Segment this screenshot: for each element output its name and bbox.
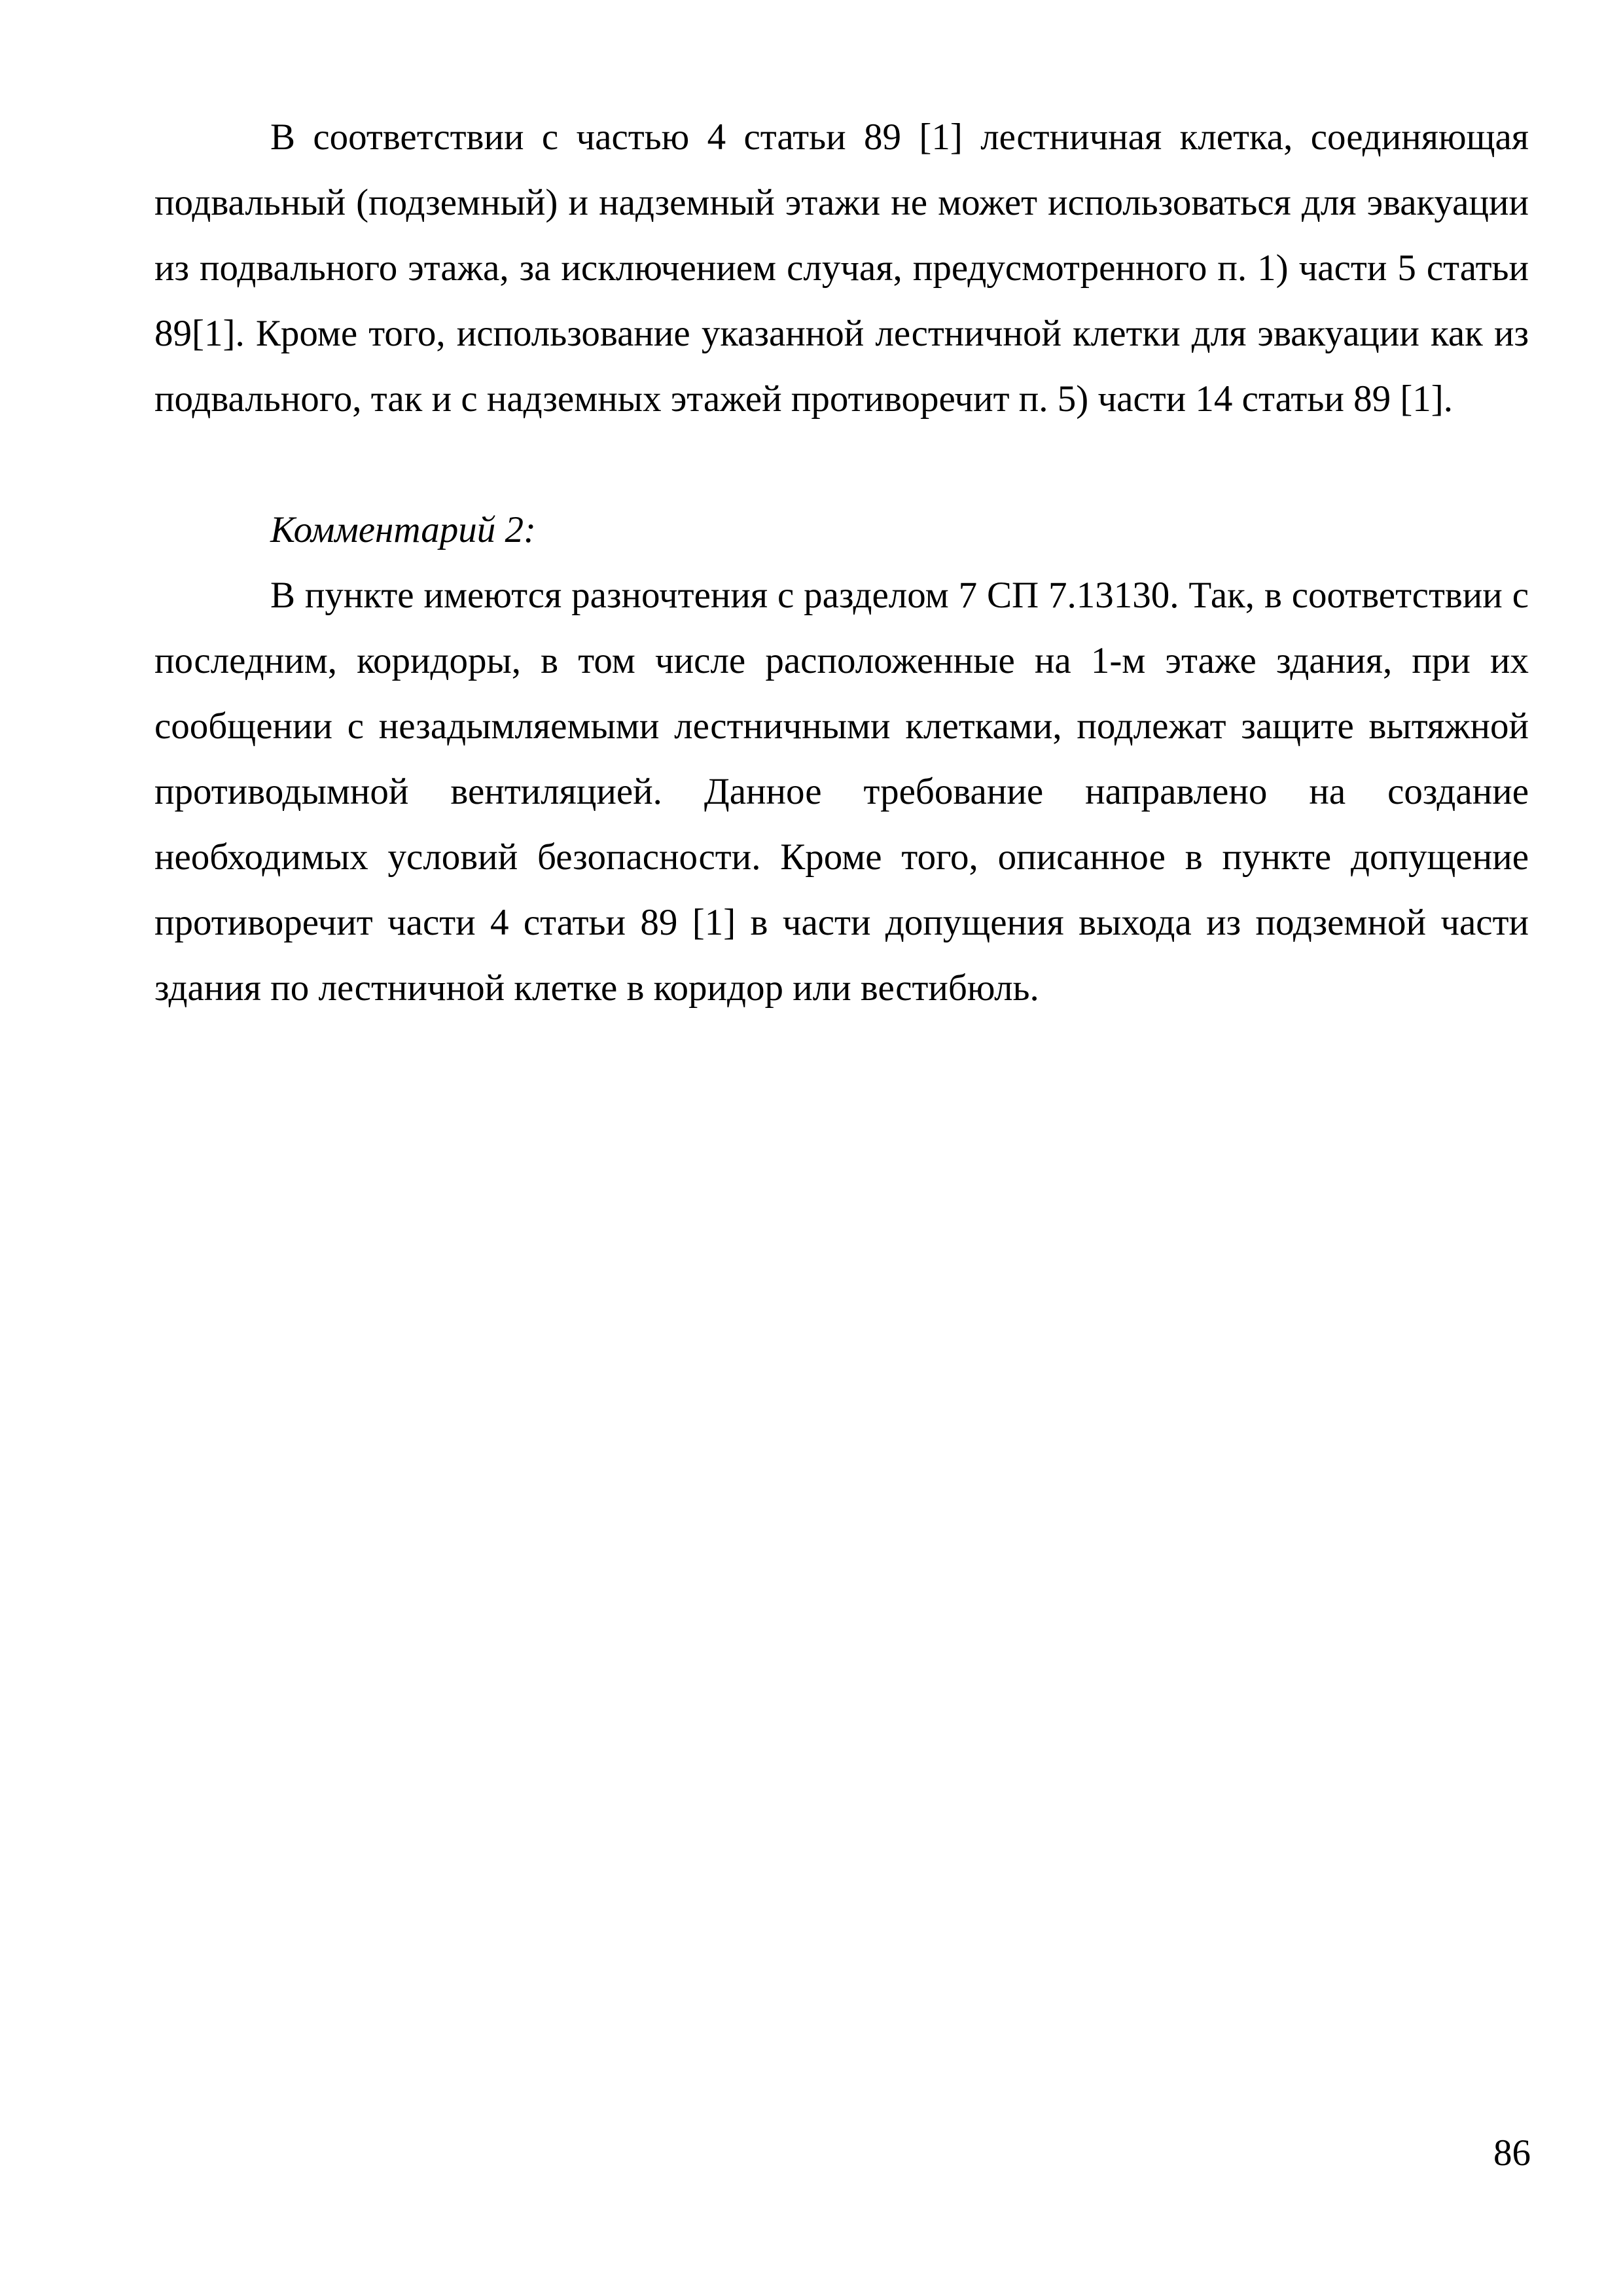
comment-heading: Комментарий 2:	[270, 509, 536, 550]
document-body	[154, 105, 1529, 1021]
paragraph-comment-2: В пункте имеются разночтения с разделом 7 СП 7.13130. Так, в соответствии с последним, коридоры, в том числе расположенные на 1-м этаже здания, при их сообщении с незадымляемыми лестничными клетками, подлежат защите вытяжной противодымной вентиляцией. Данное требование направлено на создание необходимых условий безопасности. Кроме того, описанное в пункте допущение противоречит части 4 статьи 89 [1] в части допущения выхода из подземной части здания по лестничной клетке в коридор или вестибюль.	[154, 575, 1529, 1009]
page-number: 86	[1493, 2132, 1531, 2174]
paragraph-staircase-evacuation: В соответствии с частью 4 статьи 89 [1] лестничная клетка, соединяющая подвальный (подземный) и надземный этажи не может использоваться для эвакуации из подвального этажа, за исключением случая, предусмотренного п. 1) части 5 статьи 89[1]. Кроме того, использование указанной лестничной клетки для эвакуации как из подвального, так и с надземных этажей противоречит п. 5) части 14 статьи 89 [1].	[154, 117, 1529, 420]
